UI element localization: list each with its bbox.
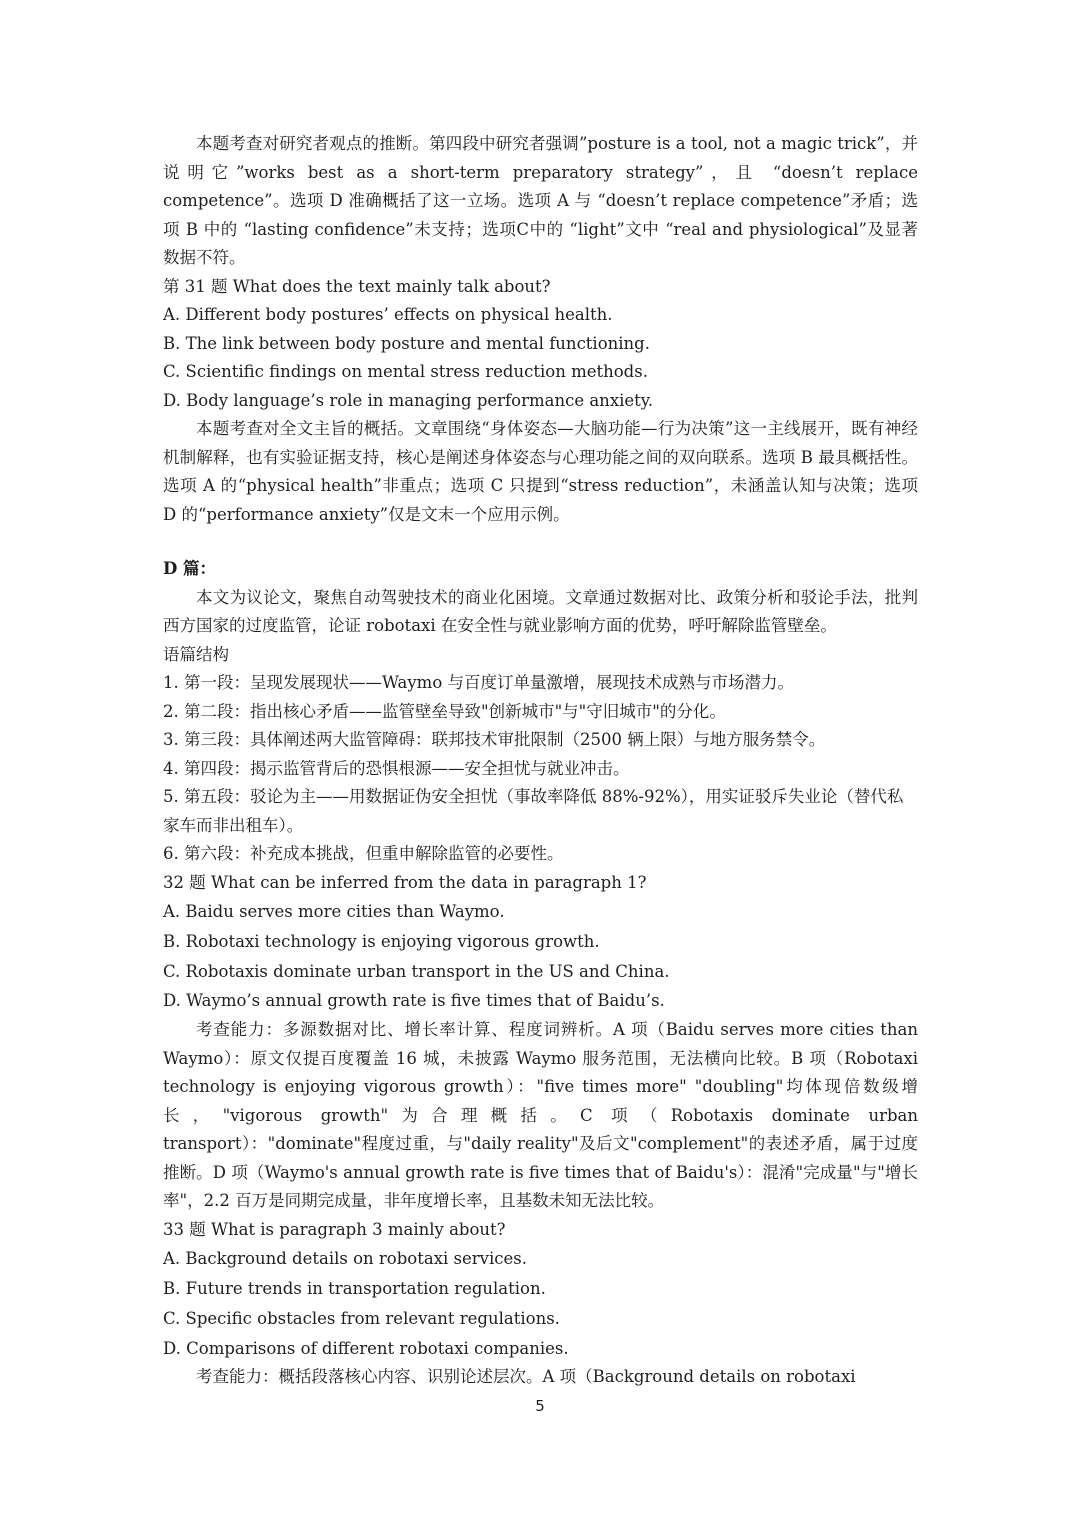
q32-option-d: D. Waymo’s annual growth rate is five times that of Baidu’s. bbox=[163, 991, 665, 1011]
q31-option-b: B. The link between body posture and mental functioning. bbox=[163, 333, 650, 353]
section-d-intro: 本文为议论文，聚焦自动驾驶技术的商业化困境。文章通过数据对比、政策分析和驳论手法，批判西方国家的过度监管，论证 robotaxi 在安全性与就业影响方面的优势，呼吁解除监管壁垒。 bbox=[163, 587, 918, 635]
page-number: 5 bbox=[535, 1397, 545, 1415]
q32-analysis-paragraph: 考查能力：多源数据对比、增长率计算、程度词辨析。A 项（Baidu serves more cities than Waymo）：原文仅提百度覆盖 16 城，未披露 Waymo 服务范围，无法横向比较。B 项（Robotaxi technology is enjoying vigorous growth）："five times more" "doubling"均体现倍数级增长，"vigorous growth"为合理概括。C 项（Robotaxis dominate urban transport）："dominate"程度过重，与"daily reality"及后文"complement"的表述矛盾，属于过度推断。D 项（Waymo's annual growth rate is five times that of Baidu's）：混淆"完成量"与"增长率"，2.2 百万是同期完成量，非年度增长率，且基数未知无法比较。 bbox=[163, 1020, 918, 1211]
q31-option-d: D. Body language’s role in managing performance anxiety. bbox=[163, 390, 654, 410]
structure-item-1: 1. 第一段：呈现发展现状——Waymo 与百度订单量激增，展现技术成熟与市场潜力。 bbox=[163, 673, 794, 692]
q31-question: 第 31 题 What does the text mainly talk about? bbox=[163, 276, 551, 296]
q32-option-a: A. Baidu serves more cities than Waymo. bbox=[163, 902, 505, 921]
structure-title: 语篇结构 bbox=[163, 644, 229, 664]
q32-option-c: C. Robotaxis dominate urban transport in the US and China. bbox=[163, 961, 670, 981]
q33-option-c: C. Specific obstacles from relevant regulations. bbox=[163, 1308, 560, 1328]
structure-item-2: 2. 第二段：指出核心矛盾——监管壁垒导致"创新城市"与"守旧城市"的分化。 bbox=[163, 701, 726, 721]
q31-option-c: C. Scientific findings on mental stress reduction methods. bbox=[163, 362, 648, 381]
q31-option-a: A. Different body postures’ effects on physical health. bbox=[163, 305, 613, 324]
structure-item-4: 4. 第四段：揭示监管背后的恐惧根源——安全担忧与就业冲击。 bbox=[163, 758, 630, 778]
q33-question: 33 题 What is paragraph 3 mainly about? bbox=[163, 1219, 506, 1239]
q31-analysis-paragraph: 本题考查对全文主旨的概括。文章围绕“身体姿态—大脑功能—行为决策”这一主线展开，既有神经机制解释，也有实验证据支持，核心是阐述身体姿态与心理功能之间的双向联系。选项 B 最具概括性。选项 A 的“physical health”非重点；选项 C 只提到“stress reduction”，未涵盖认知与决策；选项 D 的“performance anxiety”仅是文末一个应用示例。 bbox=[163, 419, 918, 524]
structure-item-6: 6. 第六段：补充成本挑战，但重申解除监管的必要性。 bbox=[163, 844, 564, 863]
structure-item-5: 5. 第五段：驳论为主——用数据证伪安全担忧（事故率降低 88%-92%），用实证驳斥失业论（替代私家车而非出租车）。 bbox=[163, 787, 904, 835]
q32-question: 32 题 What can be inferred from the data in paragraph 1? bbox=[163, 872, 647, 892]
page-content bbox=[163, 130, 918, 1392]
q33-option-a: A. Background details on robotaxi services. bbox=[163, 1249, 527, 1269]
q32-option-b: B. Robotaxi technology is enjoying vigorous growth. bbox=[163, 931, 600, 951]
q30-analysis-paragraph: 本题考查对研究者观点的推断。第四段中研究者强调”posture is a tool, not a magic trick”，并说明它”works best as a short-term preparatory strategy”，且 “doesn’t replace competence”。选项 D 准确概括了这一立场。选项 A 与 “doesn’t replace competence”矛盾；选项 B 中的 “lasting confidence”未支持；选项C中的 “light”文中 “real and physiological”及显著数据不符。 bbox=[163, 134, 918, 267]
structure-item-3: 3. 第三段：具体阐述两大监管障碍：联邦技术审批限制（2500 辆上限）与地方服务禁令。 bbox=[163, 730, 826, 749]
q33-option-b: B. Future trends in transportation regulation. bbox=[163, 1278, 546, 1298]
q33-option-d: D. Comparisons of different robotaxi companies. bbox=[163, 1338, 569, 1358]
q33-analysis-paragraph: 考查能力：概括段落核心内容、识别论述层次。A 项（Background details on robotaxi bbox=[196, 1367, 856, 1387]
section-d-heading: D 篇： bbox=[163, 559, 217, 578]
